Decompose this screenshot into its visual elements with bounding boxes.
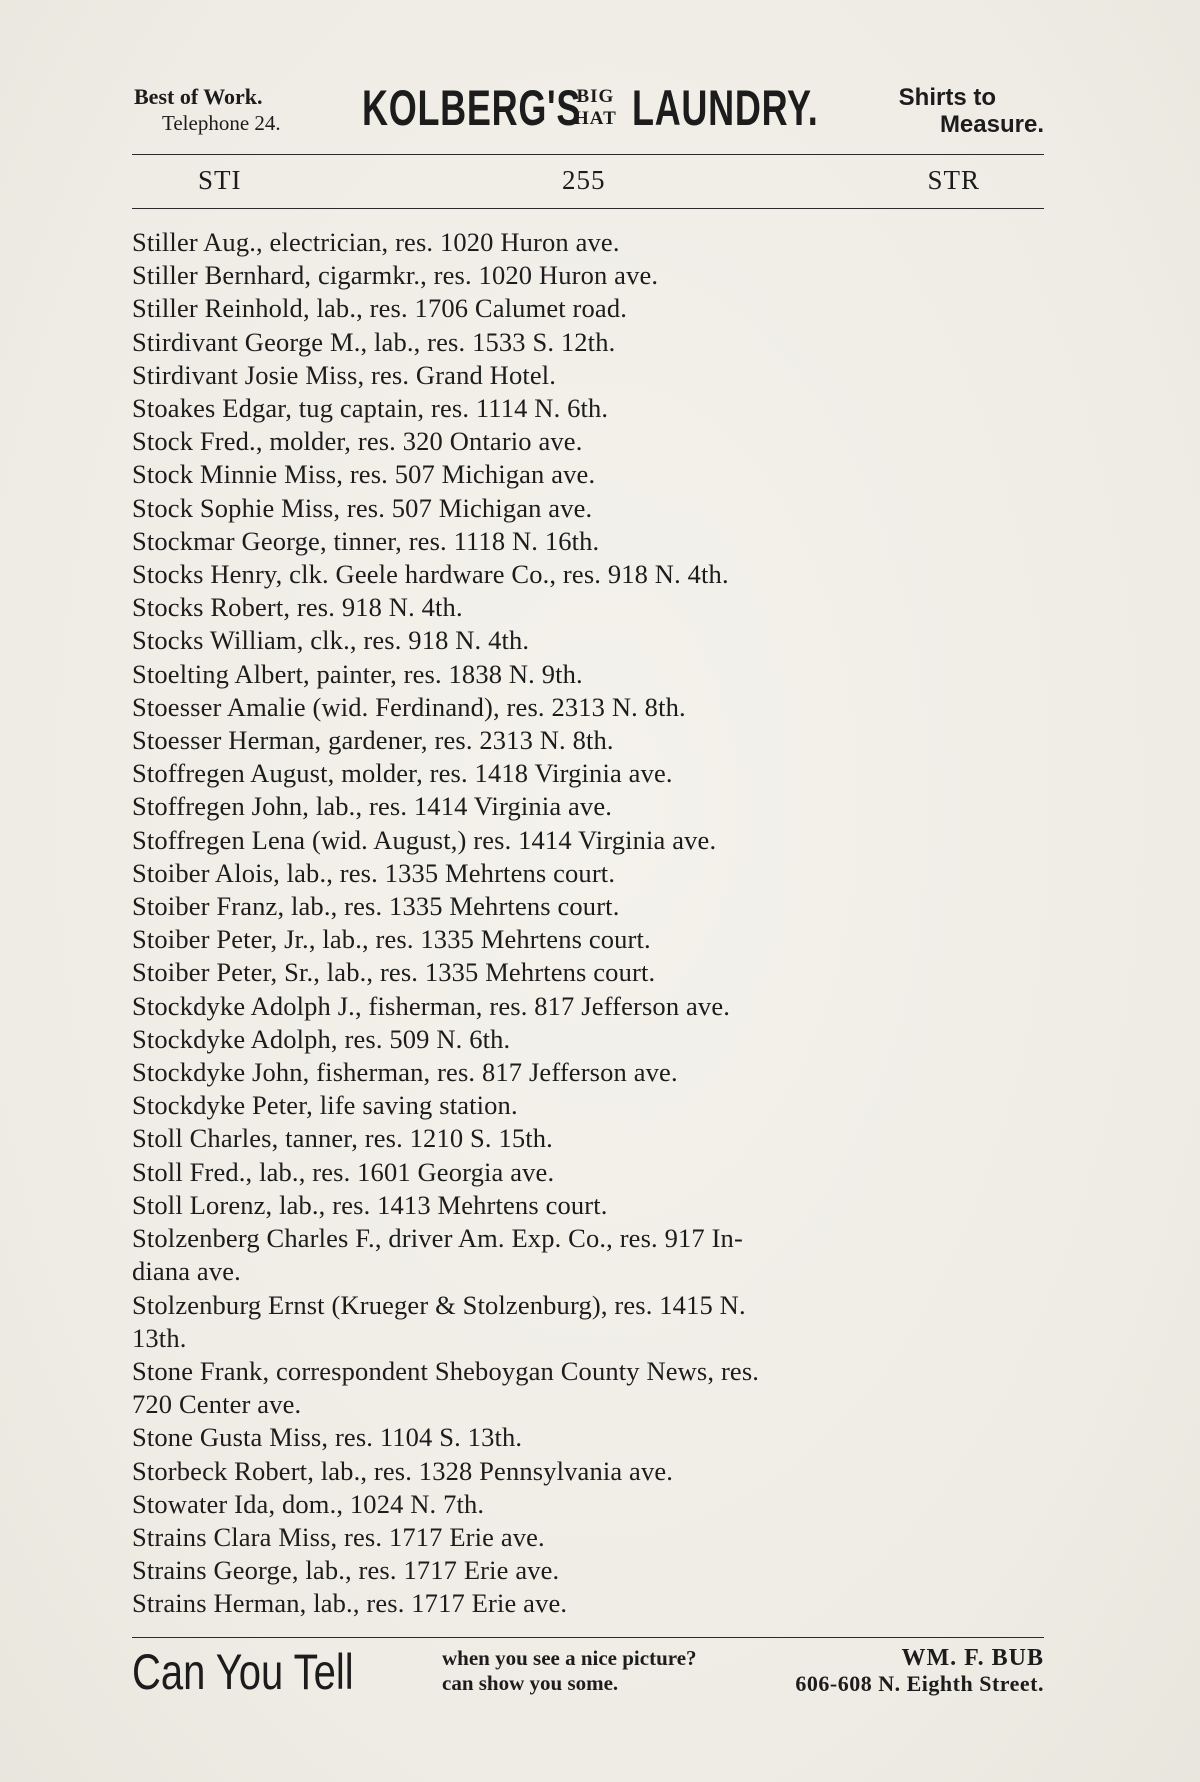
entry-continuation: 13th. xyxy=(132,1322,187,1353)
footer-ad-tagline xyxy=(442,1646,697,1696)
directory-entry xyxy=(132,1455,1044,1488)
directory-entry xyxy=(132,824,1044,857)
directory-entry xyxy=(132,890,1044,923)
directory-entry xyxy=(132,1122,1044,1155)
directory-entry xyxy=(132,956,1044,989)
entry-text: Stocks Robert, res. 918 N. 4th. xyxy=(132,592,463,623)
directory-entry xyxy=(132,1554,1044,1587)
entry-text: Stolzenberg Charles F., driver Am. Exp. Co., res. 917 In- xyxy=(132,1223,743,1254)
entry-text: Stoesser Amalie (wid. Ferdinand), res. 2313 N. 8th. xyxy=(132,691,686,722)
entry-text: Stolzenburg Ernst (Krueger & Stolzenburg), res. 1415 N. xyxy=(132,1289,746,1320)
entry-text: Stoelting Albert, painter, res. 1838 N. 9th. xyxy=(132,658,583,689)
directory-entry xyxy=(132,857,1044,890)
header-ad-stack-bottom: HAT xyxy=(574,108,617,129)
directory-entry xyxy=(132,1521,1044,1554)
directory-entry xyxy=(132,1189,1044,1222)
header-ad-stack xyxy=(574,86,617,130)
directory-entry xyxy=(132,392,1044,425)
entry-text: Stoffregen August, molder, res. 1418 Virginia ave. xyxy=(132,758,673,789)
directory-entry xyxy=(132,492,1044,525)
directory-entry xyxy=(132,790,1044,823)
directory-entry xyxy=(132,292,1044,325)
directory-entry xyxy=(132,558,1044,591)
entry-text: Stiller Aug., electrician, res. 1020 Huron ave. xyxy=(132,227,620,257)
entry-text: Stiller Bernhard, cigarmkr., res. 1020 Huron ave. xyxy=(132,260,659,291)
entry-text: Stockdyke Adolph J., fisherman, res. 817 Jefferson ave. xyxy=(132,990,731,1021)
footer-ad-tagline-line1: when you see a nice picture? xyxy=(442,1646,697,1670)
directory-entry xyxy=(132,326,1044,359)
entry-text: Stocks Henry, clk. Geele hardware Co., res. 918 N. 4th. xyxy=(132,559,729,590)
running-head-right: STR xyxy=(927,165,980,195)
entry-text: Stoll Fred., lab., res. 1601 Georgia ave. xyxy=(132,1156,555,1187)
directory-entry xyxy=(132,624,1044,657)
directory-entry xyxy=(132,1289,1044,1355)
directory-entry xyxy=(132,525,1044,558)
directory-entry xyxy=(132,1488,1044,1521)
header-ad-right-line1: Shirts to xyxy=(898,84,996,111)
entry-text: Stockdyke Peter, life saving station. xyxy=(132,1090,518,1121)
entry-continuation: 720 Center ave. xyxy=(132,1389,302,1420)
directory-entry xyxy=(132,923,1044,956)
running-head-left: STI xyxy=(198,165,242,195)
footer-ad-headline: Can You Tell xyxy=(132,1644,354,1700)
entry-text: Stoesser Herman, gardener, res. 2313 N. 8th. xyxy=(132,725,614,756)
header-ad-brand: KOLBERG'S xyxy=(362,80,582,136)
footer-rule xyxy=(132,1637,1044,1638)
entry-continuation: diana ave. xyxy=(132,1256,241,1287)
page-number: 255 xyxy=(562,165,606,195)
footer-ad-address: 606-608 N. Eighth Street. xyxy=(795,1671,1044,1696)
directory-entry xyxy=(132,1355,1044,1421)
entry-text: Stock Sophie Miss, res. 507 Michigan ave. xyxy=(132,492,593,523)
header-ad-left-line2: Telephone 24. xyxy=(162,111,281,135)
entry-text: Stockmar George, tinner, res. 1118 N. 16th. xyxy=(132,525,600,556)
footer-advertisement xyxy=(132,1642,1044,1712)
entry-text: Stoiber Peter, Sr., lab., res. 1335 Mehrtens court. xyxy=(132,957,656,988)
header-rule-bottom xyxy=(132,208,1044,209)
footer-ad-name: WM. F. BUB xyxy=(901,1645,1044,1671)
footer-ad-advertiser xyxy=(795,1646,1044,1696)
running-head xyxy=(132,160,1044,200)
header-ad-left-line1: Best of Work. xyxy=(134,84,263,109)
directory-entry xyxy=(132,691,1044,724)
header-rule-top xyxy=(132,154,1044,155)
entry-text: Stowater Ida, dom., 1024 N. 7th. xyxy=(132,1488,485,1519)
directory-entry xyxy=(132,724,1044,757)
entry-text: Stockdyke Adolph, res. 509 N. 6th. xyxy=(132,1023,511,1054)
directory-entry xyxy=(132,658,1044,691)
entry-text: Stoiber Franz, lab., res. 1335 Mehrtens court. xyxy=(132,891,620,922)
entry-text: Storbeck Robert, lab., res. 1328 Pennsylvania ave. xyxy=(132,1455,674,1486)
entry-text: Stoffregen John, lab., res. 1414 Virginia ave. xyxy=(132,791,613,822)
entry-text: Stirdivant Josie Miss, res. Grand Hotel. xyxy=(132,359,557,390)
entry-text: Strains George, lab., res. 1717 Erie ave. xyxy=(132,1555,560,1586)
header-ad-right xyxy=(899,84,1044,138)
directory-entry xyxy=(132,591,1044,624)
entry-text: Stone Frank, correspondent Sheboygan County News, res. xyxy=(132,1355,760,1386)
directory-entry xyxy=(132,1222,1044,1288)
entry-text: Stirdivant George M., lab., res. 1533 S. 12th. xyxy=(132,326,616,357)
entry-text: Strains Clara Miss, res. 1717 Erie ave. xyxy=(132,1521,545,1552)
entry-text: Stoffregen Lena (wid. August,) res. 1414 Virginia ave. xyxy=(132,824,717,855)
directory-entries xyxy=(132,226,1044,1621)
directory-entry xyxy=(132,226,1044,259)
directory-entry xyxy=(132,1587,1044,1620)
entry-text: Strains Herman, lab., res. 1717 Erie ave. xyxy=(132,1588,568,1619)
directory-entry xyxy=(132,1089,1044,1122)
header-ad-left xyxy=(134,84,281,136)
header-advertisement xyxy=(132,78,1044,148)
entry-text: Stock Minnie Miss, res. 507 Michigan ave. xyxy=(132,459,596,490)
header-ad-stack-top: BIG xyxy=(576,86,615,107)
directory-entry xyxy=(132,1156,1044,1189)
directory-entry xyxy=(132,259,1044,292)
entry-text: Stiller Reinhold, lab., res. 1706 Calumet road. xyxy=(132,293,628,324)
directory-entry xyxy=(132,990,1044,1023)
directory-entry xyxy=(132,1056,1044,1089)
entry-text: Stone Gusta Miss, res. 1104 S. 13th. xyxy=(132,1422,523,1453)
header-ad-right-line2: Measure. xyxy=(939,111,1044,138)
entry-text: Stoakes Edgar, tug captain, res. 1114 N. 6th. xyxy=(132,393,609,424)
entry-text: Stoiber Alois, lab., res. 1335 Mehrtens court. xyxy=(132,857,616,888)
entry-text: Stoiber Peter, Jr., lab., res. 1335 Mehrtens court. xyxy=(132,924,651,955)
directory-entry xyxy=(132,359,1044,392)
directory-entry xyxy=(132,757,1044,790)
footer-ad-tagline-line2: can show you some. xyxy=(442,1671,619,1695)
directory-entry xyxy=(132,458,1044,491)
directory-entry xyxy=(132,1023,1044,1056)
directory-entry xyxy=(132,1421,1044,1454)
header-ad-word: LAUNDRY. xyxy=(632,80,819,136)
entry-text: Stockdyke John, fisherman, res. 817 Jefferson ave. xyxy=(132,1057,678,1088)
directory-entry xyxy=(132,425,1044,458)
entry-text: Stocks William, clk., res. 918 N. 4th. xyxy=(132,625,530,656)
entry-text: Stock Fred., molder, res. 320 Ontario ave. xyxy=(132,426,583,457)
entry-text: Stoll Charles, tanner, res. 1210 S. 15th. xyxy=(132,1123,553,1154)
entry-text: Stoll Lorenz, lab., res. 1413 Mehrtens court. xyxy=(132,1189,608,1220)
